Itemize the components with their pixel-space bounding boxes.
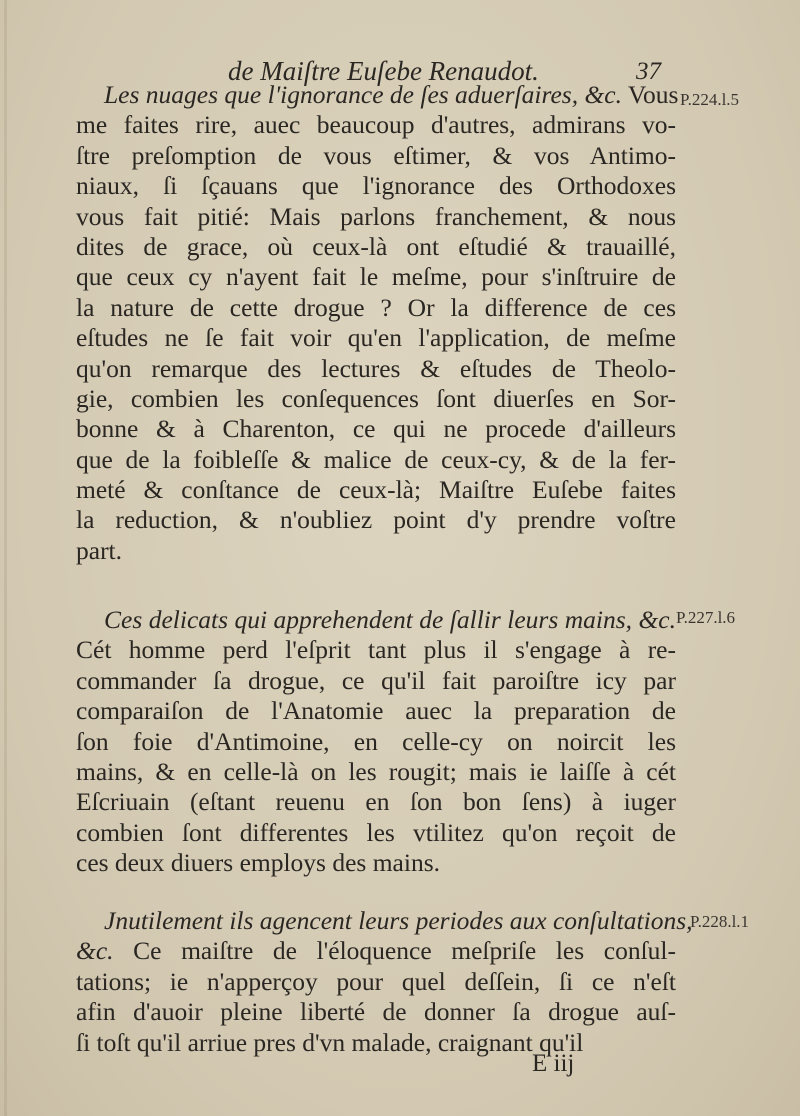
text-line: dites de grace, où ceux-là ont eſtudié & trauaillé, [76, 231, 676, 261]
italic-lemma: Ces delicats qui apprehendent de ſallir leurs mains, &c. [104, 605, 676, 634]
margin-reference: P.224.l.5 [680, 90, 740, 109]
text-line [76, 936, 676, 966]
text-line: gie, combien les conſequences ſont diuerſes en Sor- [76, 383, 676, 413]
text-line: ſtre preſomption de vous eſtimer, & vos Antimo- [76, 140, 676, 170]
text-line: la nature de cette drogue ? Or la difference de ces [76, 292, 676, 322]
text-line: Cét homme perd l'eſprit tant plus il s'engage à re- [76, 635, 676, 665]
page-number: 37 [636, 58, 661, 85]
text-line: tations; ie n'apperçoy pour quel deſſein, ſi ce n'eſt [76, 966, 676, 996]
margin-reference: P.228.l.1 [690, 912, 750, 931]
text-line: que de la foibleſſe & malice de ceux-cy, & de la fer- [76, 444, 676, 474]
text-line: que ceux cy n'ayent fait le meſme, pour s'inſtruire de [76, 262, 676, 292]
text-line: Eſcriuain (eſtant reuenu en ſon bon ſens) à iuger [76, 787, 676, 817]
text-line: comparaiſon de l'Anatomie auec la preparation de [76, 696, 676, 726]
text-line: qu'on remarque des lectures & eſtudes de Theolo- [76, 353, 676, 383]
text-line: commander ſa drogue, ce qu'il fait paroiſtre icy par [76, 665, 676, 695]
text-line: mains, & en celle-là on les rougit; mais ie laiſſe à cét [76, 756, 676, 786]
margin-reference: P.227.l.6 [676, 608, 736, 627]
line-rest: Vous [621, 80, 679, 109]
italic-lemma: &c. [76, 936, 114, 966]
italic-lemma: Les nuages que l'ignorance de ſes aduerſaires, &c. [104, 80, 622, 109]
text-line [76, 605, 676, 635]
text-line: ces deux diuers employs des mains. [76, 848, 441, 878]
running-title: de Maiſtre Euſebe Renaudot. [228, 56, 539, 86]
italic-lemma: Jnutilement ils agencent leurs periodes aux conſultations, [104, 906, 693, 935]
text-line: part. [76, 535, 123, 565]
line-rest: Ce maiſtre de l'éloquence meſpriſe les conſul- [113, 936, 676, 966]
paragraph [76, 605, 676, 879]
text-line [76, 80, 679, 110]
signature-mark: E iij [532, 1050, 575, 1077]
text-line: vous fait pitié: Mais parlons franchement, & nous [76, 201, 676, 231]
text-line: la reduction, & n'oubliez point d'y prendre voſtre [76, 505, 676, 535]
page-edge-shadow [4, 0, 7, 1116]
text-line: bonne & à Charenton, ce qui ne procede d'ailleurs [76, 414, 676, 444]
text-line: eſtudes ne ſe fait voir qu'en l'application, de meſme [76, 323, 676, 353]
text-line: niaux, ſi ſçauans que l'ignorance des Orthodoxes [76, 171, 676, 201]
text-line: me faites rire, auec beaucoup d'autres, admirans vo- [76, 110, 676, 140]
text-line: afin d'auoir pleine liberté de donner ſa drogue auſ- [76, 997, 676, 1027]
text-line: meté & conſtance de ceux-là; Maiſtre Euſebe faites [76, 475, 676, 505]
paragraph [76, 906, 693, 1058]
text-line [76, 906, 693, 936]
text-line: ſon foie d'Antimoine, en celle-cy on noircit les [76, 726, 676, 756]
text-line: ſi toſt qu'il arriue pres d'vn malade, craignant qu'il [76, 1027, 584, 1057]
text-line: combien ſont differentes les vtilitez qu'on reçoit de [76, 817, 676, 847]
paragraph [76, 80, 679, 566]
